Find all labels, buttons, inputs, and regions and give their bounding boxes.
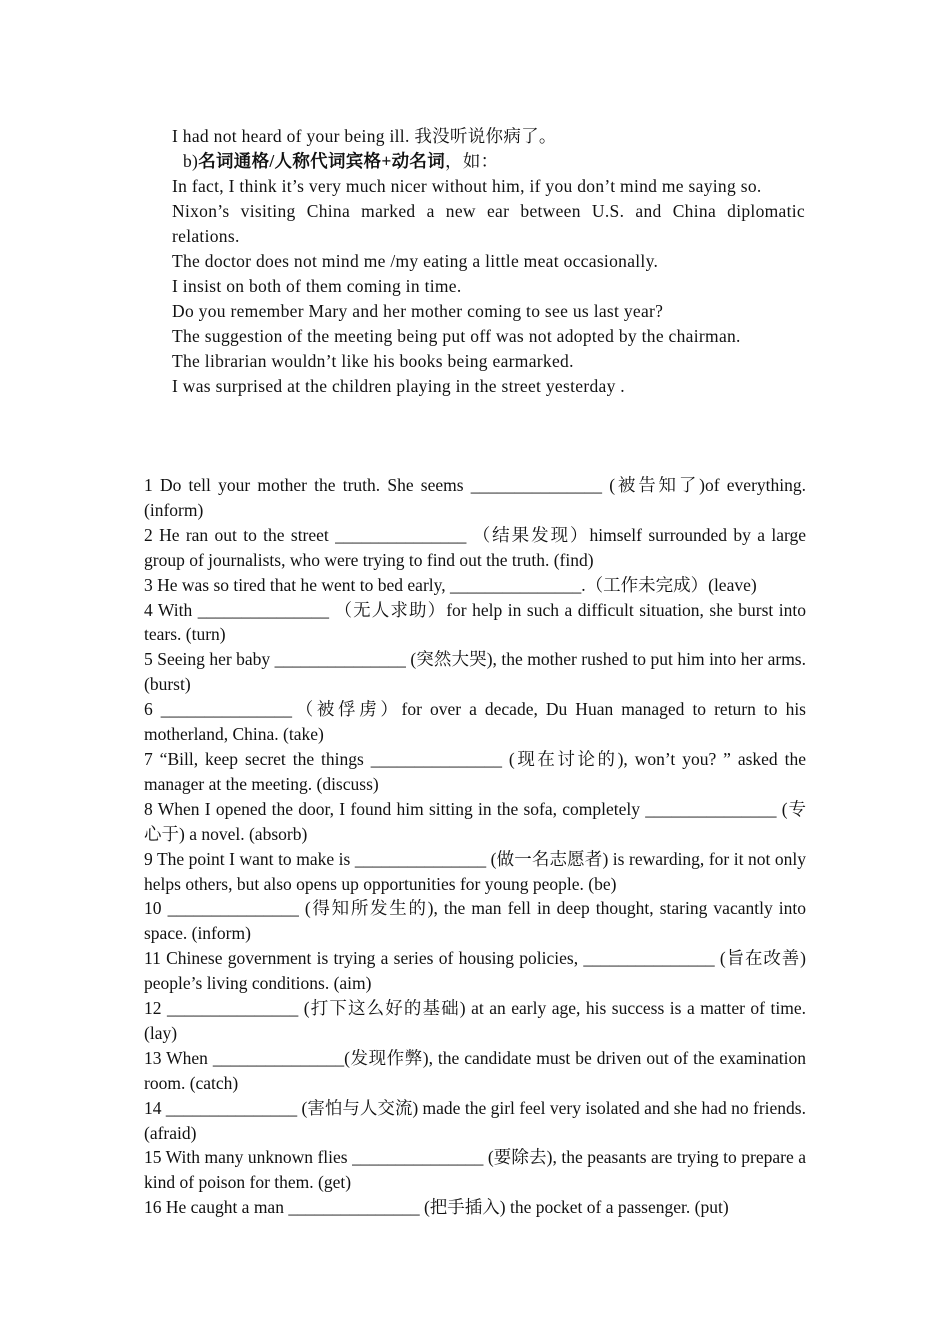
example-sentence: In fact, I think it’s very much nicer without him, if you don’t mind me saying so. bbox=[172, 176, 762, 196]
exercise-item: 1 Do tell your mother the truth. She seems _______________ (被告知了)of everything. (inform) bbox=[144, 475, 806, 520]
example-sentence: The doctor does not mind me /my eating a little meat occasionally. bbox=[172, 251, 659, 271]
exercise-item: 5 Seeing her baby _______________ (突然大哭), the mother rushed to put him into her arms. (burst) bbox=[144, 649, 806, 695]
exercise-item: 9 The point I want to make is _______________ (做一名志愿者) is rewarding, for it not only helps others, but also opens up opportunities for young people. (be) bbox=[144, 848, 806, 894]
exercise-item: 14 _______________ (害怕与人交流) made the girl feel very isolated and she had no friends. (afraid) bbox=[144, 1097, 806, 1143]
exercise-item: 15 With many unknown flies _______________ (要除去), the peasants are trying to prepare a kind of poison for them. (get) bbox=[144, 1147, 806, 1193]
sub-heading-bold: 名词通格/人称代词宾格+动名词 bbox=[198, 151, 446, 171]
sub-heading bbox=[172, 149, 805, 174]
exercise-item: 3 He was so tired that he went to bed early, _______________.（工作未完成）(leave) bbox=[144, 574, 757, 595]
exercise-item: 6 _______________（被俘虏）for over a decade, Du Huan managed to return to his motherland, China. (take) bbox=[144, 699, 806, 745]
exercise-item: 10 _______________ (得知所发生的), the man fell in deep thought, staring vacantly into space. (inform) bbox=[144, 898, 806, 944]
exercise-item: 12 _______________ (打下这么好的基础) at an early age, his success is a matter of time. (lay) bbox=[144, 998, 806, 1043]
example-sentence: The librarian wouldn’t like his books being earmarked. bbox=[172, 351, 574, 371]
example-sentence: The suggestion of the meeting being put off was not adopted by the chairman. bbox=[172, 326, 741, 346]
exercise-item: 2 He ran out to the street _______________ （结果发现）himself surrounded by a large group of journalists, who were trying to find out the truth. (find) bbox=[144, 524, 806, 570]
exercise-item: 7 “Bill, keep secret the things _______________ (现在讨论的), won’t you? ” asked the manager at the meeting. (discuss) bbox=[144, 748, 806, 794]
exercise-item: 13 When _______________(发现作弊), the candidate must be driven out of the examination room. (catch) bbox=[144, 1047, 806, 1093]
example-intro-line: I had not heard of your being ill. 我没听说你病了。 bbox=[172, 126, 557, 146]
sub-heading-suffix: ，如： bbox=[445, 151, 499, 171]
exercise-item: 4 With _______________ （无人求助）for help in such a difficult situation, she burst into tears. (turn) bbox=[144, 599, 806, 645]
example-sentence: I insist on both of them coming in time. bbox=[172, 276, 462, 296]
example-sentence: I was surprised at the children playing in the street yesterday . bbox=[172, 376, 625, 396]
exercises-section bbox=[144, 473, 806, 1220]
examples-section bbox=[172, 124, 805, 399]
sub-heading-prefix: b) bbox=[183, 151, 199, 171]
exercise-item: 11 Chinese government is trying a series of housing policies, _______________ (旨在改善) people’s living conditions. (aim) bbox=[144, 948, 806, 994]
example-sentence: Do you remember Mary and her mother coming to see us last year? bbox=[172, 301, 664, 321]
exercise-item: 16 He caught a man _______________ (把手插入) the pocket of a passenger. (put) bbox=[144, 1197, 729, 1218]
exercise-item: 8 When I opened the door, I found him sitting in the sofa, completely _______________ (专心于) a novel. (absorb) bbox=[144, 798, 806, 844]
example-sentence: Nixon’s visiting China marked a new ear between U.S. and China diplomatic relations. bbox=[172, 201, 805, 246]
